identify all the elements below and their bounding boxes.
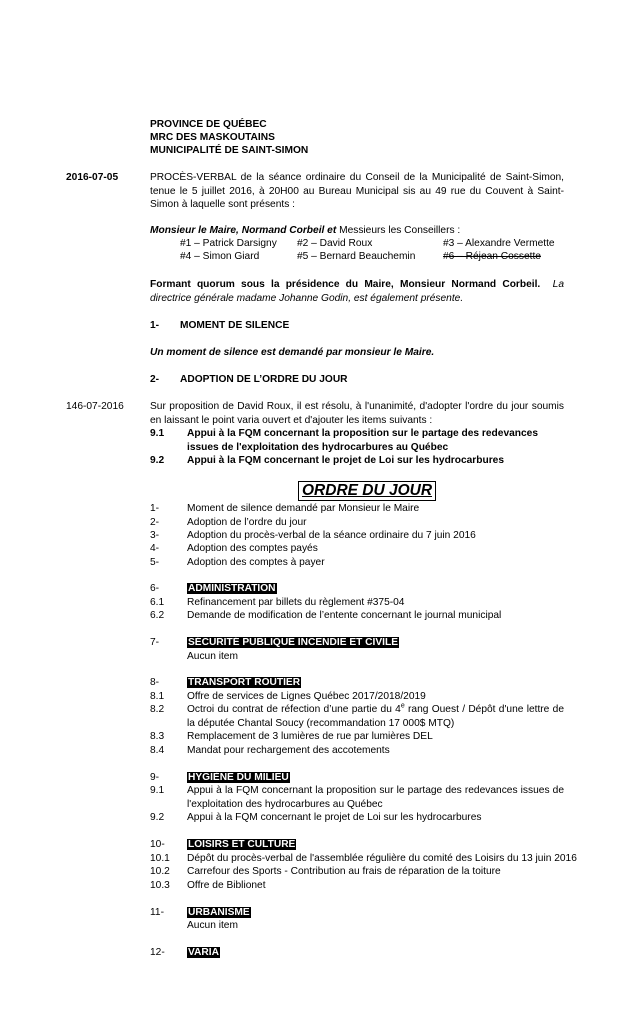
added-item-text: Appui à la FQM concernant la proposition sur le partage des redevances issues de l'exploitation des hydrocarbures au Québec — [187, 428, 538, 453]
attendance-line — [150, 224, 460, 238]
agenda-item-num: 5- — [150, 557, 160, 568]
mayor-label: Monsieur le Maire, Normand Corbeil et — [150, 225, 337, 236]
agenda-item-num: 10.3 — [150, 880, 170, 891]
section-number: 10- — [150, 839, 165, 850]
section-heading-securite: SÉCURITÉ PUBLIQUE INCENDIE ET CIVILE — [188, 637, 398, 648]
section-heading-transport: TRANSPORT ROUTIER — [188, 677, 301, 688]
agenda-item-num: 8.1 — [150, 691, 165, 702]
agenda-item-num: 3- — [150, 530, 160, 541]
header-mrc: MRC DES MASKOUTAINS — [150, 132, 275, 143]
section-heading-administration: ADMINISTRATION — [188, 583, 276, 594]
agenda-item-text: Refinancement par billets du règlement #375-04 — [187, 597, 405, 608]
section-number: 9- — [150, 772, 160, 783]
section2-number: 2- — [150, 374, 160, 385]
section2-title: ADOPTION DE L’ORDRE DU JOUR — [180, 374, 348, 385]
quorum-italic: La directrice générale madame Johanne Godin, est également présente. — [150, 279, 564, 304]
section1-number: 1- — [150, 320, 160, 331]
meeting-date: 2016-07-05 — [66, 172, 119, 183]
agenda-item-text: Adoption des comptes à payer — [187, 557, 325, 568]
agenda-item-text: Offre de services de Lignes Québec 2017/2018/2019 — [187, 691, 426, 702]
quorum-bold: Formant quorum sous la présidence du Maire, Monsieur Normand Corbeil. — [150, 279, 541, 290]
agenda-item-num: 4- — [150, 543, 160, 554]
section1-title: MOMENT DE SILENCE — [180, 320, 290, 331]
agenda-item-num: 2- — [150, 517, 160, 528]
header-municipality: MUNICIPALITÉ DE SAINT-SIMON — [150, 145, 309, 156]
agenda-item-num: 10.1 — [150, 853, 170, 864]
agenda-item-text: Mandat pour rechargement des accotements — [187, 745, 390, 756]
agenda-item-text: Appui à la FQM concernant le projet de Loi sur les hydrocarbures — [187, 812, 482, 823]
section-number: 11- — [150, 907, 164, 918]
agenda-item-text: Dépôt du procès-verbal de l'assemblée régulière du comité des Loisirs du 13 juin 2016 — [187, 853, 577, 864]
agenda-item-text: Moment de silence demandé par Monsieur le Maire — [187, 503, 420, 514]
agenda-item-num: 6.1 — [150, 597, 165, 608]
meeting-intro: PROCÈS-VERBAL de la séance ordinaire du Conseil de la Municipalité de Saint-Simon, tenue le 5 juillet 2016, à 20H00 au Bureau Municipal sis au 49 rue du Couvent à Saint-Simon à laquelle sont présents : — [150, 172, 564, 210]
added-item-num: 9.2 — [150, 455, 165, 466]
councillor-1: #1 – Patrick Darsigny — [180, 238, 277, 249]
councillors-label: Messieurs les Conseillers : — [336, 225, 461, 236]
added-item-num: 9.1 — [150, 428, 165, 439]
added-item-text: Appui à la FQM concernant le projet de Loi sur les hydrocarbures — [187, 455, 505, 466]
section-number: 12- — [150, 947, 165, 958]
resolution-text: Sur proposition de David Roux, il est résolu, à l'unanimité, d'adopter l'ordre du jour soumis en laissant le point varia ouvert et d'ajouter les items suivants : — [150, 401, 564, 426]
councillor-5: #5 – Bernard Beauchemin — [297, 251, 416, 262]
councillor-3: #3 – Alexandre Vermette — [443, 238, 555, 249]
agenda-item-num: 1- — [150, 503, 160, 514]
section-number: 6- — [150, 583, 160, 594]
agenda-item-text: Octroi du contrat de réfection d’une partie du 4e rang Ouest / Dépôt d'une lettre de la députée Chantal Soucy (recommandation 17 000$ MTQ) — [187, 702, 564, 729]
section-number: 8- — [150, 677, 160, 688]
section-note: Aucun item — [187, 920, 238, 931]
resolution-number: 146-07-2016 — [66, 401, 124, 412]
agenda-item-text: Appui à la FQM concernant la proposition sur le partage des redevances issues de l'exploitation des hydrocarbures au Québec — [187, 785, 564, 810]
agenda-item-num: 9.2 — [150, 812, 165, 823]
agenda-item-text: Demande de modification de l’entente concernant le journal municipal — [187, 610, 502, 621]
agenda-item-text: Adoption des comptes payés — [187, 543, 318, 554]
section-heading-varia: VARIA — [188, 947, 219, 958]
header-province: PROVINCE DE QUÉBEC — [150, 119, 267, 130]
section-number: 7- — [150, 637, 160, 648]
agenda-item-num: 9.1 — [150, 785, 165, 796]
agenda-item-num: 8.3 — [150, 731, 165, 742]
section1-statement: Un moment de silence est demandé par monsieur le Maire. — [150, 347, 435, 358]
section-heading-hygiene: HYGIÈNE DU MILIEU — [188, 772, 289, 783]
councillor-6: #6 – Réjean Cossette — [443, 251, 541, 262]
section-heading-loisirs: LOISIRS ET CULTURE — [188, 839, 296, 850]
agenda-item-text: Carrefour des Sports - Contribution au frais de réparation de la toiture — [187, 866, 501, 877]
agenda-item-num: 8.2 — [150, 704, 165, 715]
quorum-statement — [150, 278, 564, 305]
councillor-2: #2 – David Roux — [297, 238, 373, 249]
agenda-item-text: Remplacement de 3 lumières de rue par lumières DEL — [187, 731, 433, 742]
agenda-item-text: Adoption de l’ordre du jour — [187, 517, 307, 528]
agenda-item-num: 8.4 — [150, 745, 165, 756]
section-heading-urbanisme: URBANISME — [188, 907, 250, 918]
agenda-item-num: 10.2 — [150, 866, 170, 877]
agenda-item-text: Offre de Biblionet — [187, 880, 266, 891]
agenda-title: ORDRE DU JOUR — [298, 481, 436, 501]
agenda-item-num: 6.2 — [150, 610, 165, 621]
agenda-item-text: Adoption du procès-verbal de la séance ordinaire du 7 juin 2016 — [187, 530, 476, 541]
councillor-4: #4 – Simon Giard — [180, 251, 260, 262]
section-note: Aucun item — [187, 651, 238, 662]
